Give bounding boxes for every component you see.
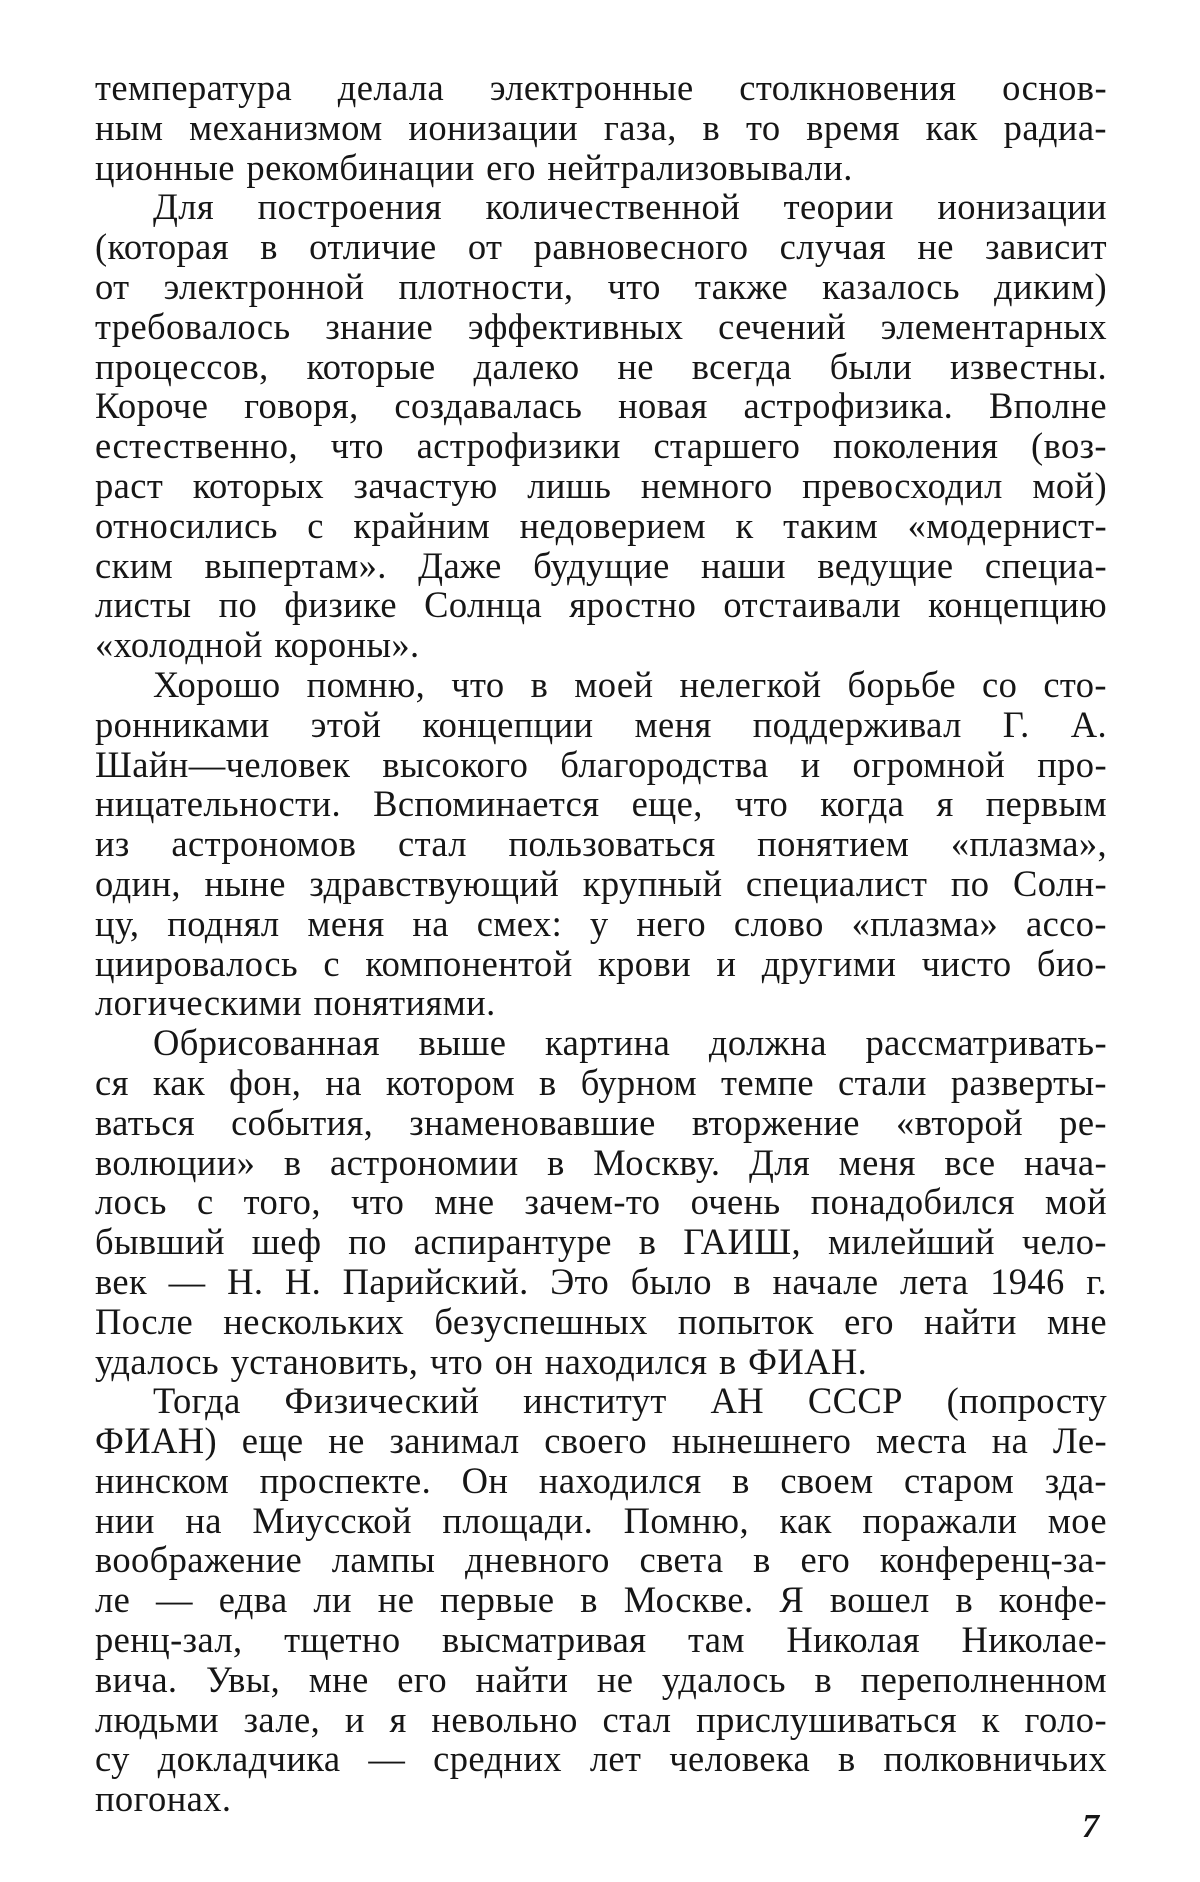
- text-line: циировалось с компонентой крови и другими чисто био-: [95, 942, 1107, 984]
- text-line: нинском проспекте. Он находился в своем старом зда-: [95, 1459, 1107, 1501]
- text-line: от электронной плотности, что также казалось диким): [95, 265, 1107, 307]
- text-line: волюции» в астрономии в Москву. Для меня все нача-: [95, 1141, 1107, 1183]
- text-line: После нескольких безуспешных попыток его найти мне: [95, 1300, 1107, 1342]
- text-line: Шайн—человек высокого благородства и огромной про-: [95, 743, 1107, 785]
- text-line: Для построения количественной теории ионизации: [153, 186, 1107, 228]
- text-line: один, ныне здравствующий крупный специалист по Солн-: [95, 862, 1107, 904]
- text-line: су докладчика — средних лет человека в полковничьих: [95, 1738, 1107, 1780]
- text-line: температура делала электронные столкновения основ-: [95, 67, 1107, 108]
- text-line: Тогда Физический институт АН СССР (попросту: [153, 1380, 1107, 1422]
- text-line: ницательности. Вспоминается еще, что когда я первым: [95, 783, 1107, 825]
- text-line: естественно, что астрофизики старшего поколения (воз-: [95, 425, 1107, 467]
- text-line: Короче говоря, создавалась новая астрофизика. Вполне: [95, 385, 1107, 427]
- text-line: удалось установить, что он находился в ФИАН.: [95, 1340, 868, 1382]
- text-line: требовалось знание эффективных сечений элементарных: [95, 305, 1107, 347]
- text-line: цу, поднял меня на смех: у него слово «плазма» ассо-: [95, 902, 1107, 944]
- text-line: ным механизмом ионизации газа, в то время как радиа-: [95, 106, 1107, 148]
- text-line: век — Н. Н. Парийский. Это было в начале лета 1946 г.: [95, 1260, 1107, 1302]
- text-line: погонах.: [95, 1778, 232, 1820]
- paragraph: [95, 1023, 1107, 1381]
- paragraph: [95, 665, 1107, 1023]
- text-line: (которая в отличие от равновесного случая не зависит: [95, 226, 1107, 268]
- paragraph: [95, 1381, 1107, 1819]
- text-line: листы по физике Солнца яростно отстаивали концепцию: [95, 584, 1107, 626]
- text-line: «холодной короны».: [95, 624, 420, 666]
- text-line: ским выпертам». Даже будущие наши ведущие специа-: [95, 544, 1107, 586]
- paragraph: [95, 187, 1107, 665]
- text-line: ся как фон, на котором в бурном темпе стали разверты-: [95, 1061, 1107, 1103]
- text-line: относились с крайним недоверием к таким «модернист-: [95, 504, 1107, 546]
- text-line: из астрономов стал пользоваться понятием «плазма»,: [95, 823, 1107, 865]
- text-line: людьми зале, и я невольно стал прислушиваться к голо-: [95, 1698, 1107, 1740]
- text-line: процессов, которые далеко не всегда были известны.: [95, 345, 1107, 387]
- text-line: ле — едва ли не первые в Москве. Я вошел в конфе-: [95, 1579, 1107, 1621]
- text-line: ронниками этой концепции меня поддерживал Г. А.: [95, 703, 1107, 745]
- text-line: ваться события, знаменовавшие вторжение «второй ре-: [95, 1101, 1107, 1143]
- text-line: нии на Миусской площади. Помню, как поражали мое: [95, 1499, 1107, 1541]
- body-text: [95, 68, 1107, 1819]
- paragraph: [95, 68, 1107, 187]
- text-line: логическими понятиями.: [95, 982, 496, 1024]
- page-number: 7: [1082, 1808, 1099, 1845]
- text-line: вича. Увы, мне его найти не удалось в переполненном: [95, 1658, 1107, 1700]
- text-line: бывший шеф по аспирантуре в ГАИШ, милейший чело-: [95, 1221, 1107, 1263]
- text-line: Обрисованная выше картина должна рассматривать-: [153, 1022, 1107, 1064]
- text-line: раст которых зачастую лишь немного превосходил мой): [95, 464, 1107, 506]
- text-line: ционные рекомбинации его нейтрализовывали.: [95, 146, 853, 188]
- text-line: ФИАН) еще не занимал своего нынешнего места на Ле-: [95, 1420, 1107, 1462]
- text-line: Хорошо помню, что в моей нелегкой борьбе со сто-: [153, 663, 1107, 705]
- text-line: ренц-зал, тщетно высматривая там Николая Николае-: [95, 1619, 1107, 1661]
- text-line: воображение лампы дневного света в его конференц-за-: [95, 1539, 1107, 1581]
- text-line: лось с того, что мне зачем-то очень понадобился мой: [95, 1181, 1107, 1223]
